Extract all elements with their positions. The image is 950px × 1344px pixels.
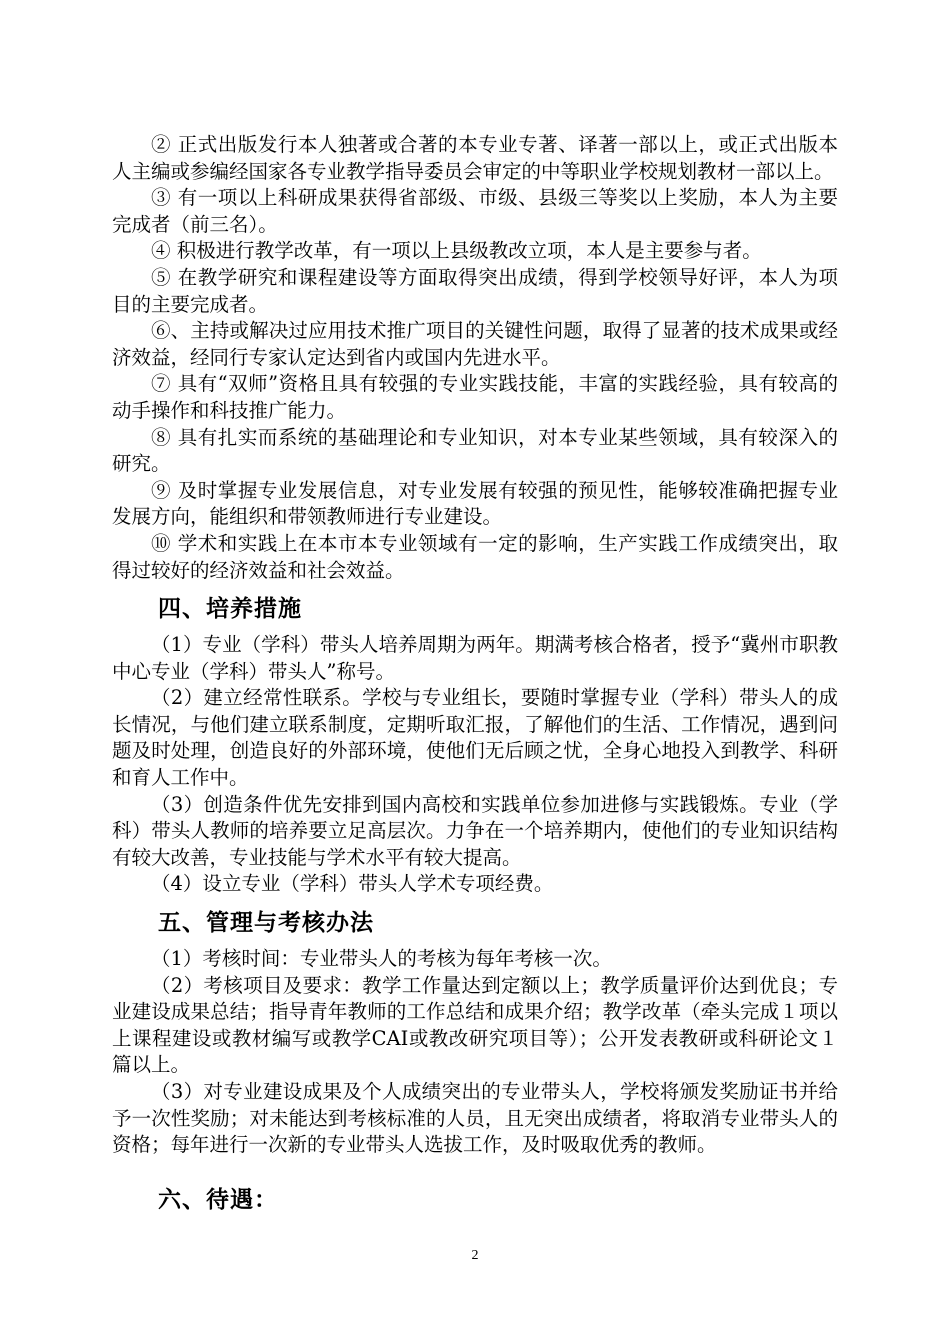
paragraph-training-4: （4）设立专业（学科）带头人学术专项经费。 bbox=[151, 872, 554, 896]
section-heading-training: 四、培养措施 bbox=[158, 595, 302, 623]
paragraph-criterion-9: ⑨ 及时掌握专业发展信息，对专业发展有较强的预见性，能够较准确把握专业发展方向，能组织和带领教师进行专业建设。 bbox=[112, 478, 838, 529]
paragraph-management-2: （2）考核项目及要求：教学工作量达到定额以上；教学质量评价达到优良；专业建设成果总结；指导青年教师的工作总结和成果介绍；教学改革（牵头完成１项以上课程建设或教材编写或教学CAI或教改研究项目等）；公开发表教研或科研论文１篇以上。 bbox=[112, 973, 838, 1077]
section-heading-management: 五、管理与考核办法 bbox=[158, 909, 374, 937]
paragraph-training-3: （3）创造条件优先安排到国内高校和实践单位参加进修与实践锻炼。专业（学科）带头人教师的培养要立足高层次。力争在一个培养期内，使他们的专业知识结构有较大改善，专业技能与学术水平有较大提高。 bbox=[112, 792, 838, 869]
document-body bbox=[112, 132, 838, 1223]
paragraph-criterion-3: ③ 有一项以上科研成果获得省部级、市级、县级三等奖以上奖励，本人为主要完成者（前三名）。 bbox=[112, 186, 838, 236]
paragraph-criterion-2: ② 正式出版发行本人独著或合著的本专业专著、译著一部以上，或正式出版本人主编或参编经国家各专业教学指导委员会审定的中等职业学校规划教材一部以上。 bbox=[112, 133, 838, 183]
paragraph-management-3: （3）对专业建设成果及个人成绩突出的专业带头人，学校将颁发奖励证书并给予一次性奖励；对未能达到考核标准的人员，且无突出成绩者，将取消专业带头人的资格；每年进行一次新的专业带头人选拔工作，及时吸取优秀的教师。 bbox=[112, 1080, 838, 1157]
paragraph-criterion-5: ⑤ 在教学研究和课程建设等方面取得突出成绩，得到学校领导好评，本人为项目的主要完成者。 bbox=[112, 265, 838, 316]
paragraph-criterion-8: ⑧ 具有扎实而系统的基础理论和专业知识，对本专业某些领域，具有较深入的研究。 bbox=[112, 425, 838, 476]
page-number: 2 bbox=[471, 1248, 479, 1263]
paragraph-management-1: （1）考核时间：专业带头人的考核为每年考核一次。 bbox=[151, 947, 612, 971]
paragraph-training-2: （2）建立经常性联系。学校与专业组长，要随时掌握专业（学科）带头人的成长情况，与他们建立联系制度，定期听取汇报，了解他们的生活、工作情况，遇到问题及时处理，创造良好的外部环境，使他们无后顾之忧，全身心地投入到教学、科研和育人工作中。 bbox=[112, 686, 838, 790]
paragraph-criterion-10: ⑩ 学术和实践上在本市本专业领域有一定的影响，生产实践工作成绩突出，取得过较好的经济效益和社会效益。 bbox=[112, 531, 838, 582]
paragraph-criterion-4: ④ 积极进行教学改革，有一项以上县级教改立项，本人是主要参与者。 bbox=[151, 239, 762, 263]
paragraph-training-1: （1）专业（学科）带头人培养周期为两年。期满考核合格者，授予“冀州市职教中心专业（学科）带头人”称号。 bbox=[112, 633, 838, 683]
paragraph-criterion-6: ⑥、主持或解决过应用技术推广项目的关键性问题，取得了显著的技术成果或经济效益，经同行专家认定达到省内或国内先进水平。 bbox=[112, 319, 838, 369]
paragraph-criterion-7: ⑦ 具有“双师”资格且具有较强的专业实践技能，丰富的实践经验，具有较高的动手操作和科技推广能力。 bbox=[112, 372, 838, 422]
section-heading-benefits: 六、待遇： bbox=[158, 1185, 278, 1213]
